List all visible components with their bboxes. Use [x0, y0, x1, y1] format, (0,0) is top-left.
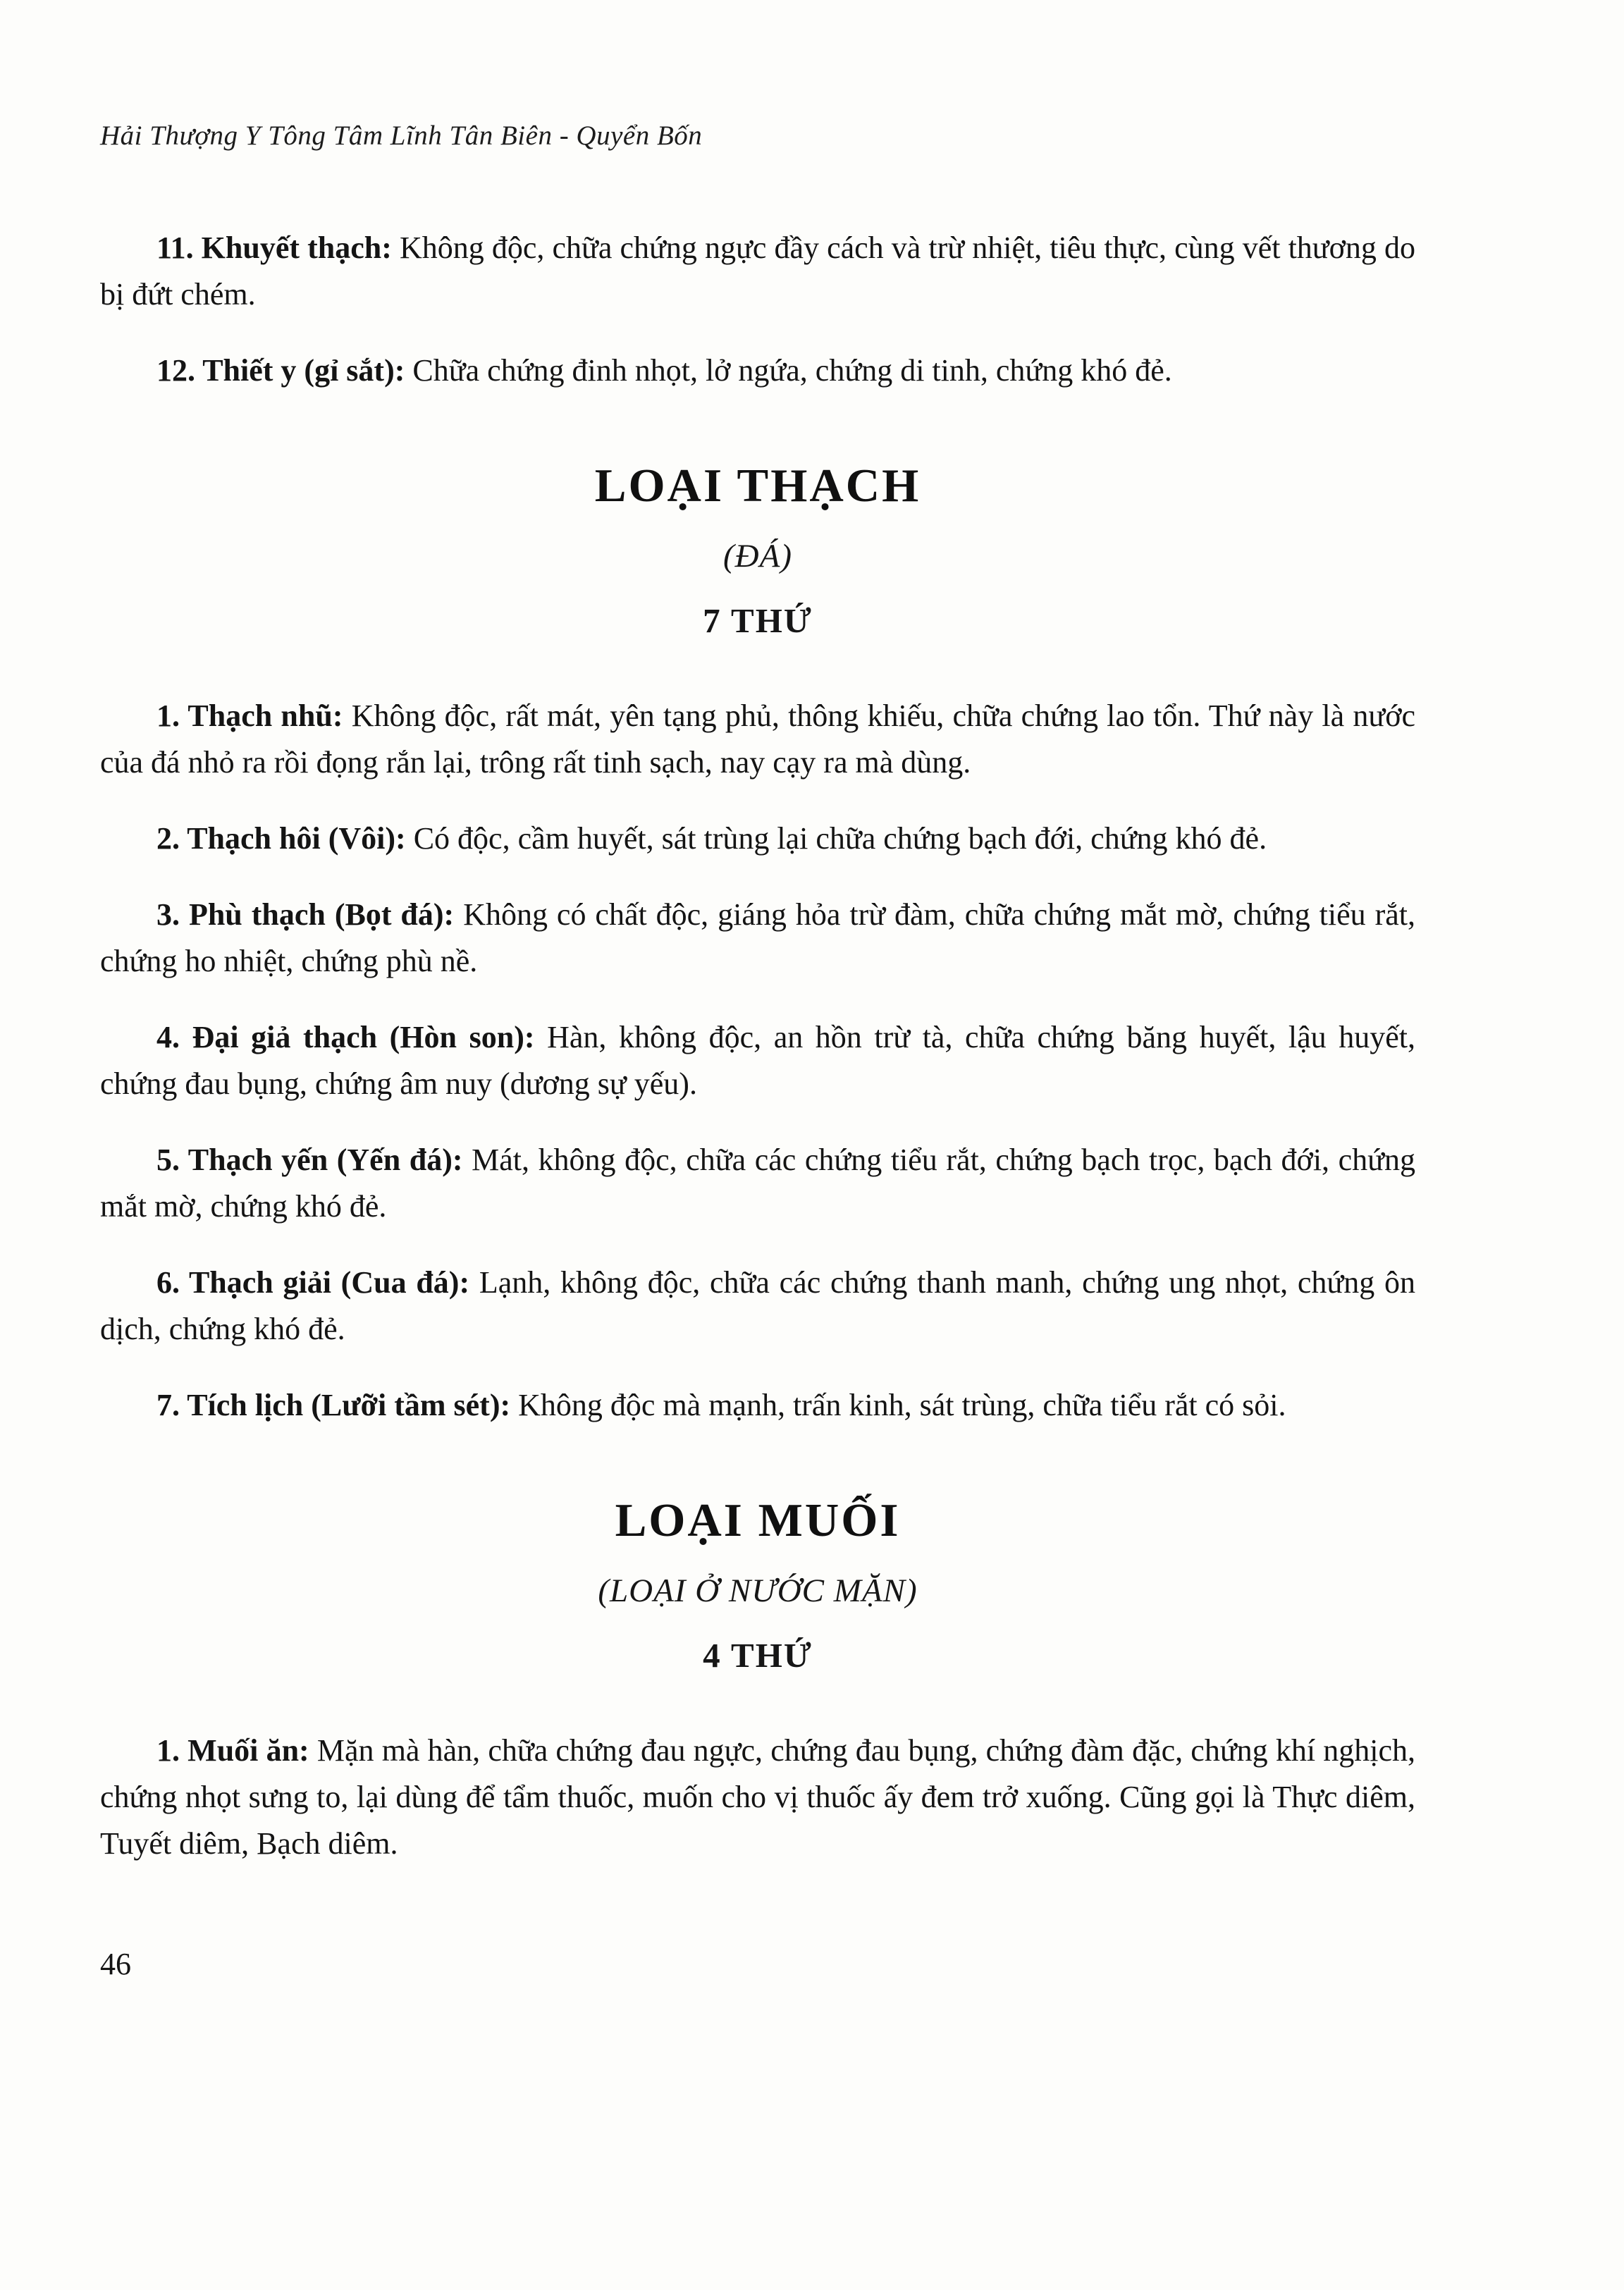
paragraph-label: 5. Thạch yến (Yến đá): — [156, 1143, 463, 1177]
paragraph-text: Hàn, không độc, an hồn trừ tà, chữa chứng băng huyết, lậu huyết, chứng đau bụng, chứng âm nuy (dương sự yếu). — [100, 1020, 1416, 1101]
paragraph — [100, 1014, 1415, 1107]
running-header: Hải Thượng Y Tông Tâm Lĩnh Tân Biên - Quyển Bốn — [100, 121, 703, 151]
paragraph — [100, 892, 1415, 985]
section-subtitle: (LOẠI Ở NƯỚC MẶN) — [598, 1572, 918, 1609]
paragraph-text: Chữa chứng đinh nhọt, lở ngứa, chứng di tinh, chứng khó đẻ. — [412, 353, 1172, 388]
paragraph-text: Có độc, cầm huyết, sát trùng lại chữa chứng bạch đới, chứng khó đẻ. — [413, 821, 1267, 856]
paragraph-label: 11. Khuyết thạch: — [156, 230, 392, 265]
paragraph — [100, 1137, 1415, 1230]
paragraph-text: Không có chất độc, giáng hỏa trừ đàm, chữa chứng mắt mờ, chứng tiểu rắt, chứng ho nhiệt, chứng phù nề. — [100, 897, 1416, 978]
paragraph — [100, 225, 1415, 318]
paragraph — [100, 815, 1415, 862]
section-heading — [100, 459, 1415, 641]
section-count: 7 THỨ — [703, 601, 813, 640]
section-title: LOẠI MUỐI — [615, 1494, 901, 1546]
section-subtitle: (ĐÁ) — [723, 538, 792, 574]
paragraph-label: 1. Thạch nhũ: — [156, 698, 343, 733]
paragraph — [100, 1382, 1415, 1429]
section-title: LOẠI THẠCH — [594, 460, 921, 512]
paragraph-text: Lạnh, không độc, chữa các chứng thanh manh, chứng ung nhọt, chứng ôn dịch, chứng khó đẻ. — [100, 1265, 1416, 1346]
paragraph — [100, 1728, 1415, 1867]
paragraph — [100, 347, 1415, 394]
section-heading — [100, 1494, 1415, 1675]
paragraph-label: 6. Thạch giải (Cua đá): — [156, 1265, 470, 1300]
paragraph-text: Mát, không độc, chữa các chứng tiểu rắt, chứng bạch trọc, bạch đới, chứng mắt mờ, chứng khó đẻ. — [100, 1143, 1416, 1224]
paragraph-text: Không độc, chữa chứng ngực đầy cách và trừ nhiệt, tiêu thực, cùng vết thương do bị đứt chém. — [100, 230, 1416, 312]
paragraph — [100, 1260, 1415, 1353]
page-number: 46 — [100, 1947, 131, 1981]
paragraph-text: Không độc mà mạnh, trấn kinh, sát trùng, chữa tiểu rắt có sỏi. — [518, 1388, 1286, 1422]
section-count: 4 THỨ — [703, 1636, 813, 1675]
paragraph-label: 2. Thạch hôi (Vôi): — [156, 821, 406, 856]
paragraph-label: 4. Đại giả thạch (Hòn son): — [156, 1020, 535, 1054]
paragraph — [100, 693, 1415, 786]
paragraph-label: 3. Phù thạch (Bọt đá): — [156, 897, 455, 932]
paragraph-label: 7. Tích lịch (Lưỡi tầm sét): — [156, 1388, 511, 1422]
paragraph-text: Không độc, rất mát, yên tạng phủ, thông khiếu, chữa chứng lao tổn. Thứ này là nước của đá nhỏ ra rồi đọng rắn lại, trông rất tinh sạch, nay cạy ra mà dùng. — [100, 698, 1415, 780]
paragraph-label: 12. Thiết y (gỉ sắt): — [156, 353, 405, 388]
paragraph-text: Mặn mà hàn, chữa chứng đau ngực, chứng đau bụng, chứng đàm đặc, chứng khí nghịch, chứng nhọt sưng to, lại dùng để tẩm thuốc, muốn cho vị thuốc ấy đem trở xuống. Cũng gọi là Thực diêm, Tuyết diêm, Bạch diêm. — [100, 1733, 1416, 1861]
paragraph-label: 1. Muối ăn: — [156, 1733, 309, 1768]
